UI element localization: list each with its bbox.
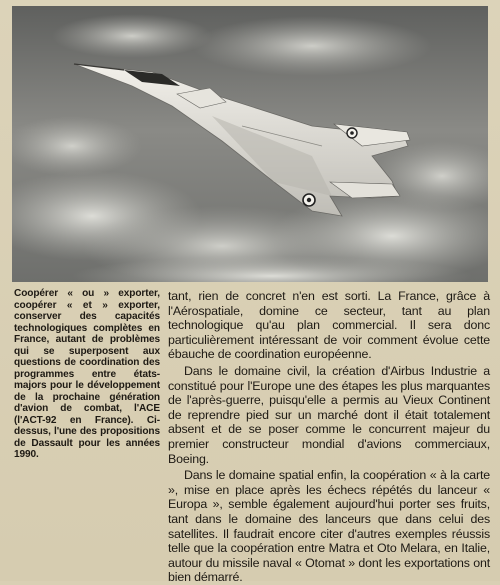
article-paragraph-1: tant, rien de concret n'en est sorti. La France, grâce à l'Aérospatiale, domine ce secteur, tant au plan technologique qu'au plan commercial. Il sera donc particulièrement intéressant de voir comment évolue cette ébauche de coordination européenne. xyxy=(168,289,490,362)
photo-caption: Coopérer « ou » exporter, coopérer « et » exporter, conserver des capacités technologiques complètes en France, autant de problèmes qui se superposent aux questions de coordination des programmes entre états-majors pour le développement de la prochaine génération d'avion de combat, l'ACE (l'ACT-92 en France). Ci-dessus, l'une des propositions de Dassault pour les années 1990. xyxy=(14,288,160,460)
article-body xyxy=(168,289,490,585)
article-paragraph-3: Dans le domaine spatial enfin, la coopération « à la carte », mise en place après les échecs répétés du lanceur « Europa », semble également aujourd'hui porter ses fruits, tant dans le domaine des lanceurs que dans celui des satellites. Il faudrait encore citer d'autres exemples réussis telle que la coopération entre Matra et Oto Melara, en Italie, autour du missile naval « Otomat » dont les exportations ont bien démarré. xyxy=(168,468,490,585)
article-paragraph-2: Dans le domaine civil, la création d'Airbus Industrie a constitué pour l'Europe une des étapes les plus marquantes de l'après-guerre, puisqu'elle a permis au Vieux Continent de reprendre pied sur un marché dont il était totalement absent et de se poser comme le concurrent majeur du premier constructeur mondial d'avions commerciaux, Boeing. xyxy=(168,363,490,466)
aircraft-photo xyxy=(12,6,488,282)
delta-wing-aircraft-image xyxy=(12,6,488,282)
